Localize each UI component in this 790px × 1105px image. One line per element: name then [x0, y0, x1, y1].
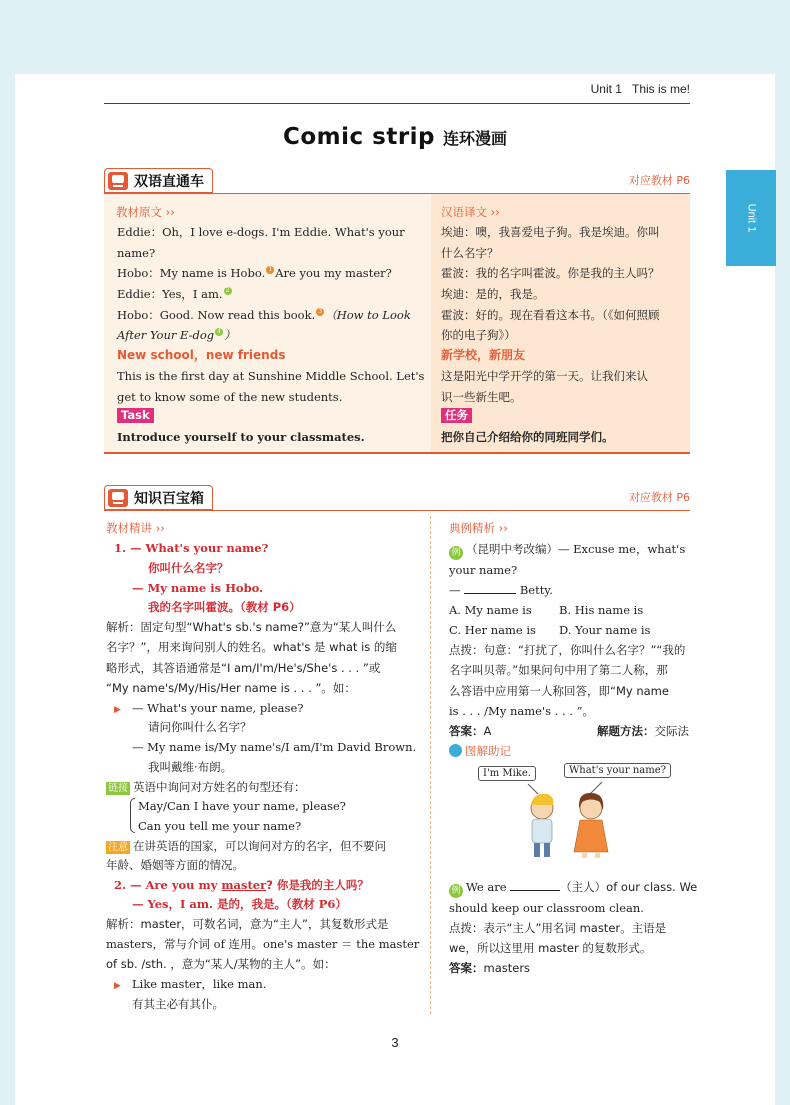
explanation-line: 略形式，其答语通常是“I am/I'm/He's/She's . . . ”或	[106, 661, 381, 675]
note-marker: 4	[215, 328, 223, 336]
point-1-question: 1. — What's your name?	[114, 541, 269, 555]
explanation-line: 解析：master，可数名词，意为“主人”，其复数形式是	[106, 917, 389, 931]
explanation-line: 名字？”，用来询问别人的姓名。what's 是 what is 的缩	[106, 640, 397, 654]
example-line: — My name is/My name's/I am/I'm David Brown.	[132, 740, 417, 754]
original-line: After Your E-dog 4 ）	[117, 328, 236, 342]
section-badge	[104, 168, 213, 193]
subheading-en: New school，new friends	[117, 348, 286, 362]
link-tag: 链接	[108, 783, 128, 794]
translation-line: 霍波：我的名字叫霍波。你是我的主人吗？	[441, 266, 660, 280]
running-header	[581, 82, 690, 96]
hint-line: 点拨：表示“主人”用名词 master。主语是	[449, 921, 667, 935]
note-marker: 1	[266, 266, 274, 274]
original-line: This is the first day at Sunshine Middle School. Let's	[117, 369, 425, 383]
unit-title: This is me!	[631, 82, 690, 96]
section-badge	[104, 485, 213, 510]
textbook-reference: 对应教材 P6	[628, 491, 690, 504]
point-2-answer: — Yes，I am. 是的，我是。（教材 P6）	[132, 897, 347, 911]
option-c[interactable]: C. Her name is	[449, 623, 536, 637]
point-2-question: 2. — Are you my master? 你是我的主人吗？	[114, 878, 369, 892]
answer-line: 答案：A	[449, 724, 492, 738]
hint-line: 点拨：句意：“打扰了，你叫什么名字？”“我的	[449, 643, 686, 657]
example-line	[114, 977, 121, 993]
bubble-tail	[590, 782, 602, 794]
example-cn: 请问你叫什么名字？	[148, 720, 252, 734]
answer-blank[interactable]	[510, 890, 560, 891]
translation-line: 霍波：好的。现在看看这本书。（《如何照顾	[441, 308, 660, 322]
note-marker: 2	[224, 287, 232, 295]
example-question: — Betty.	[449, 583, 553, 597]
examples-heading: 典例精析 ››	[449, 521, 508, 535]
explanation-line: 解析：固定句型“What's sb.'s name?”意为“某人叫什么	[106, 620, 397, 634]
picture-memory-label: 图解助记	[449, 744, 511, 758]
example-cn: 有其主必有其仆。	[132, 997, 224, 1011]
example-question: 例 （昆明中考改编）— Excuse me，what's	[449, 542, 685, 560]
task-text: Introduce yourself to your classmates.	[117, 430, 365, 444]
example-question-2: should keep our classroom clean.	[449, 901, 644, 915]
explanation-line: of sb. /sth. ，意为“某人/某物的主人”。如：	[106, 957, 336, 971]
translation-line: 埃迪：是的，我是。	[441, 287, 545, 301]
original-line: Hobo：Good. Now read this book. 3 （How to Look	[117, 308, 411, 322]
original-line: Eddie：Yes，I am. 2	[117, 287, 233, 301]
triangle-bullet-icon: ▶	[114, 981, 121, 991]
column-divider	[430, 516, 431, 1014]
original-line: Eddie：Oh，I love e-dogs. I'm Eddie. What's your	[117, 225, 405, 239]
point-1-answer: — My name is Hobo.	[132, 581, 264, 595]
link-item: Can you tell me your name?	[138, 819, 302, 833]
explanation-line: “My name's/My/His/Her name is . . . ”。如：	[106, 681, 356, 695]
translation-line: 埃迪：噢，我喜爱电子狗。我是埃迪。你叫	[441, 225, 660, 239]
speech-bubble-girl: What's your name?	[564, 763, 671, 778]
link-note: 链接 英语中询问对方姓名的句型还有：	[108, 780, 306, 794]
translation-heading: 汉语译文 ››	[441, 205, 500, 219]
speech-bubble-boy: I'm Mike.	[478, 766, 536, 781]
left-margin-strip	[0, 74, 15, 1105]
train-icon	[108, 172, 128, 190]
option-a[interactable]: A. My name is	[449, 603, 532, 617]
example-line	[114, 701, 121, 717]
knowledge-heading: 教材精讲 ››	[106, 521, 165, 535]
caution-note: 注意 在讲英语的国家，可以询问对方的名字，但不要问	[108, 839, 386, 853]
example-cn: 我叫戴维·布朗。	[148, 760, 233, 774]
textbook-reference: 对应教材 P6	[628, 174, 690, 187]
hint-line: 名字叫贝蒂。”如果问句中用了第二人称，那	[449, 663, 668, 677]
method-line: 解题方法：交际法	[597, 724, 689, 738]
point-1-question-cn: 你叫什么名字？	[148, 561, 229, 575]
example-question-2: 例 We are （主人）of our class. We	[449, 880, 697, 898]
task-tag-cn: 任务	[441, 408, 472, 423]
answer-line: 答案：masters	[449, 961, 531, 975]
boy-figure	[531, 794, 553, 857]
subheading-cn: 新学校，新朋友	[441, 348, 526, 362]
brace	[130, 798, 135, 833]
page-number: 3	[391, 1035, 399, 1050]
option-b[interactable]: B. His name is	[559, 603, 644, 617]
hint-line: we，所以这里用 master 的复数形式。	[449, 941, 652, 955]
header-rule	[104, 103, 690, 104]
caution-tag: 注意	[108, 842, 128, 853]
note-marker: 3	[316, 308, 324, 316]
translation-line: 你的电子狗》）	[441, 328, 516, 342]
section-bilingual-header	[104, 168, 690, 194]
page-title-cn: 连环漫画	[443, 129, 508, 148]
example-line: Like master，like man.	[132, 977, 267, 991]
option-d[interactable]: D. Your name is	[559, 623, 651, 637]
unit-number: Unit 1	[590, 82, 622, 96]
box-bottom-rule	[104, 452, 690, 454]
original-line: Hobo：My name is Hobo. 1 Are you my master?	[117, 266, 392, 280]
top-band	[0, 0, 790, 74]
example-tag-icon: 例	[449, 546, 463, 560]
picture-icon	[449, 744, 462, 757]
example-tag-icon: 例	[449, 884, 463, 898]
original-text-heading: 教材原文 ››	[116, 205, 175, 219]
treasure-box-icon	[108, 489, 128, 507]
example-line: — What's your name, please?	[132, 701, 304, 715]
section-label: 知识百宝箱	[134, 490, 204, 507]
point-1-answer-cn: 我的名字叫霍波。（教材 P6）	[148, 600, 301, 614]
original-line: get to know some of the new students.	[117, 390, 343, 404]
explanation-line: masters，常与介词 of 连用。one's master ＝ the master	[106, 937, 420, 951]
triangle-bullet-icon: ▶	[114, 705, 121, 715]
girl-figure	[574, 793, 608, 858]
original-line: name?	[117, 246, 156, 260]
translation-line: 什么名字？	[441, 246, 499, 260]
cartoon-illustration	[518, 780, 638, 860]
hint-line: 么答语中应用第一人称回答，即“My name	[449, 684, 669, 698]
hint-line: is . . . /My name's . . . ”。	[449, 704, 594, 718]
page-title-en: Comic strip	[282, 124, 436, 150]
section-knowledge-header	[104, 485, 690, 511]
translation-line: 这是阳光中学开学的第一天。让我们来认	[441, 369, 648, 383]
task-tag: Task	[117, 408, 154, 423]
answer-blank[interactable]	[464, 593, 516, 594]
page-title	[0, 124, 790, 150]
unit-side-tab[interactable]: Unit 1	[726, 170, 776, 266]
caution-note-line: 年龄、婚姻等方面的情况。	[106, 858, 244, 872]
task-text-cn: 把你自己介绍给你的同班同学们。	[441, 430, 614, 444]
section-label: 双语直通车	[134, 173, 204, 190]
bubble-tail	[528, 784, 538, 794]
translation-line: 识一些新生吧。	[441, 390, 522, 404]
example-question: your name?	[449, 563, 518, 577]
link-item: May/Can I have your name, please?	[138, 799, 346, 813]
right-margin-strip	[775, 74, 790, 1105]
